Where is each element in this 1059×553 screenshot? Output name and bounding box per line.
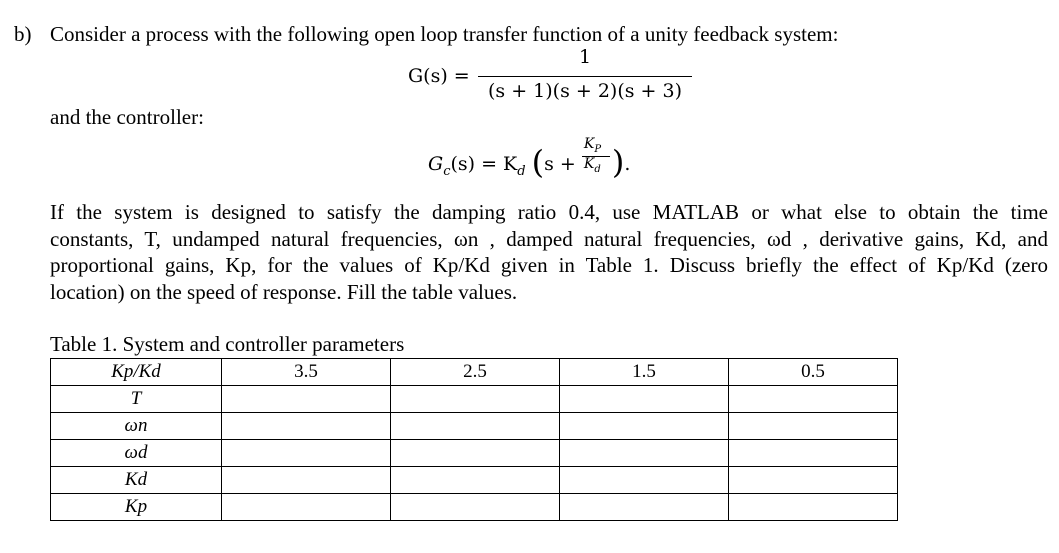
table-cell[interactable] bbox=[391, 413, 560, 440]
table-cell[interactable] bbox=[222, 467, 391, 494]
table-cell[interactable] bbox=[391, 494, 560, 521]
table-cell[interactable] bbox=[560, 494, 729, 521]
table-cell[interactable] bbox=[391, 386, 560, 413]
header-cell: 3.5 bbox=[222, 359, 391, 386]
row-label-cell bbox=[51, 386, 222, 413]
table-cell[interactable] bbox=[560, 467, 729, 494]
table-cell[interactable] bbox=[729, 440, 898, 467]
controller-transfer-function bbox=[428, 136, 631, 181]
controller-ratio-fraction bbox=[582, 136, 612, 175]
controller-frac-den-sub: d bbox=[594, 163, 601, 175]
table-cell[interactable] bbox=[729, 386, 898, 413]
row-label-cell bbox=[51, 467, 222, 494]
table-cell[interactable] bbox=[222, 494, 391, 521]
table-caption: Table 1. System and controller parameters bbox=[50, 332, 405, 356]
instruction-paragraph bbox=[50, 199, 1048, 305]
controller-frac-den: K bbox=[583, 156, 595, 172]
paragraph-line-2: constants, T, undamped natural frequencies, ωn , damped natural frequencies, ωd , derivative gains, Kd, and bbox=[50, 226, 1048, 251]
table-row bbox=[51, 413, 898, 440]
question-label: b) bbox=[14, 22, 32, 46]
row-label-cell bbox=[51, 440, 222, 467]
table-cell[interactable] bbox=[729, 494, 898, 521]
table-cell[interactable] bbox=[222, 440, 391, 467]
table-header-row bbox=[51, 359, 898, 386]
plant-fraction-line bbox=[478, 76, 692, 77]
table-cell[interactable] bbox=[222, 413, 391, 440]
plant-denominator: (s + 1)(s + 2)(s + 3) bbox=[488, 80, 682, 102]
header-cell: 2.5 bbox=[391, 359, 560, 386]
table-row bbox=[51, 467, 898, 494]
row-label: ωn bbox=[124, 415, 148, 436]
paragraph-line-3: proportional gains, Kp, for the values of Kp/Kd given in Table 1. Discuss briefly the effect of Kp/Kd (zero bbox=[50, 253, 1048, 277]
controller-frac-num: K bbox=[583, 136, 595, 152]
table-cell[interactable] bbox=[560, 413, 729, 440]
controller-close-paren: ) bbox=[611, 143, 625, 181]
header-label-cell bbox=[51, 359, 222, 386]
plant-numerator: 1 bbox=[578, 46, 592, 68]
table-cell[interactable] bbox=[391, 467, 560, 494]
table-cell[interactable] bbox=[222, 386, 391, 413]
question-intro: Consider a process with the following open loop transfer function of a unity feedback system: bbox=[50, 22, 839, 46]
controller-frac-num-sub: P bbox=[594, 143, 602, 155]
controller-s-plus: s + bbox=[544, 153, 576, 175]
row-label: T bbox=[130, 388, 142, 409]
controller-lhs-rest: (s) = K bbox=[450, 153, 518, 175]
controller-intro: and the controller: bbox=[50, 105, 204, 129]
paragraph-line-1: If the system is designed to satisfy the damping ratio 0.4, use MATLAB or what else to obtain the time bbox=[50, 200, 1048, 224]
paragraph-line-4: location) on the speed of response. Fill the table values. bbox=[50, 279, 518, 304]
table-row bbox=[51, 440, 898, 467]
row-label-cell bbox=[51, 413, 222, 440]
row-label: Kp bbox=[124, 496, 148, 517]
header-cell: 1.5 bbox=[560, 359, 729, 386]
header-cell: 0.5 bbox=[729, 359, 898, 386]
row-label: ωd bbox=[124, 442, 148, 463]
table-cell[interactable] bbox=[560, 386, 729, 413]
header-label: Kp/Kd bbox=[111, 361, 161, 382]
table-cell[interactable] bbox=[560, 440, 729, 467]
controller-kd-sub: d bbox=[517, 163, 526, 179]
plant-lhs: G(s) = bbox=[408, 65, 470, 87]
table-cell[interactable] bbox=[729, 467, 898, 494]
row-label: Kd bbox=[124, 469, 148, 490]
table-row bbox=[51, 494, 898, 521]
row-label-cell bbox=[51, 494, 222, 521]
controller-trail: . bbox=[624, 153, 631, 175]
parameter-table bbox=[50, 358, 898, 521]
table-cell[interactable] bbox=[391, 440, 560, 467]
table-row bbox=[51, 386, 898, 413]
controller-g: G bbox=[428, 153, 444, 175]
controller-g-sub: c bbox=[443, 163, 451, 179]
controller-open-paren: ( bbox=[531, 143, 545, 181]
table-cell[interactable] bbox=[729, 413, 898, 440]
